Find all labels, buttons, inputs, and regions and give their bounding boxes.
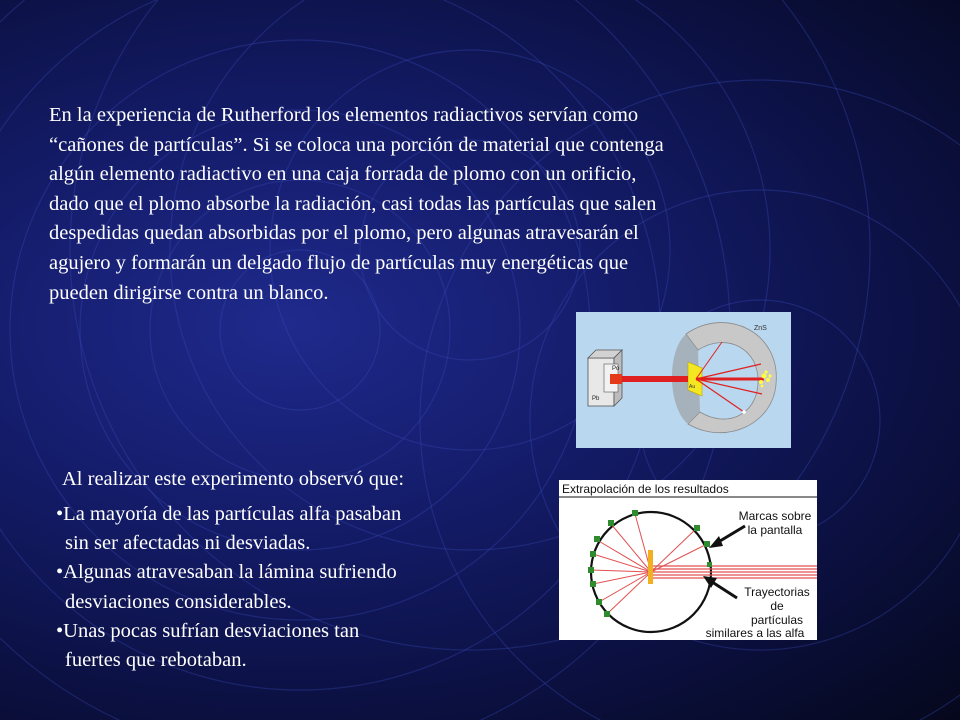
bullet-line: •Unas pocas sufrían desviaciones tan [56,619,360,642]
polonium-source [610,374,622,384]
observation-intro: Al realizar este experimento observó que: [62,468,405,490]
pb-label: Pb [592,396,600,402]
paths-label-line: Trayectorias [744,585,810,599]
list-item [56,617,496,675]
paragraph-line: En la experiencia de Rutherford los elementos radiactivos servían como [49,104,639,126]
paths-label-line: de [770,599,784,613]
list-item [56,500,496,558]
paragraph-line: despedidas quedan absorbidas por el plomo, pero algunas atravesarán el [49,222,639,245]
marks-label-line: la pantalla [747,523,803,537]
paragraph-line: agujero y formarán un delgado flujo de partículas muy energéticas que [49,251,629,274]
marks-label-line: Marcas sobre [738,509,812,523]
bullet-line: •La mayoría de las partículas alfa pasaban [56,503,402,525]
paragraph-line: dado que el plomo absorbe la radiación, casi todas las partículas que salen [49,192,657,215]
extrapolation-figure [559,480,817,640]
paths-label-line: partículas [750,613,804,627]
figure-title: Extrapolación de los resultados [562,482,729,496]
paragraph-line: pueden dirigirse contra un blanco. [49,281,329,304]
bullet-line-continued: desviaciones considerables. [65,590,292,613]
zns-label: ZnS [754,325,767,332]
paragraph-line: algún elemento radiactivo en una caja forrada de plomo con un orificio, [49,163,637,186]
bullet-line-continued: sin ser afectadas ni desviadas. [65,532,311,555]
foil-label: Au [689,384,696,390]
rutherford-apparatus-figure [576,312,791,448]
paragraph-line: “cañones de partículas”. Si se coloca una porción de material que contenga [49,133,664,156]
gold-foil [648,550,653,584]
intro-paragraph [49,101,789,308]
alpha-beam [622,376,688,382]
observation-list [56,500,496,675]
list-item [56,558,496,616]
bullet-line-continued: fuertes que rebotaban. [65,649,247,672]
bullet-line: •Algunas atravesaban la lámina sufriendo [56,561,397,584]
po-label: Po [612,366,620,372]
paths-label-line: similares a las alfa [705,626,805,640]
